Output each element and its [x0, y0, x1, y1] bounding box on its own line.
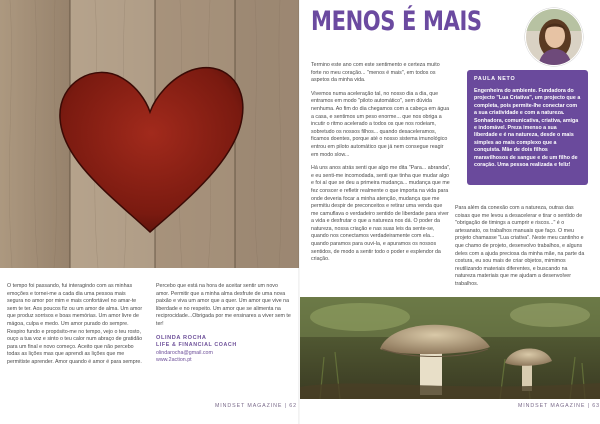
paragraph: Há uns anos atrás senti que algo me dita "Para... abranda", e eu senti-me incomodada, senti que tinha que mudar algo e foi aí que se deu a primeira mudança... mudança que me fez conscer e refletir realmente o que importa na vida para onde deveria focar a minha atenção, mudança que me permitiu despir de preconceitos e retirar uma venda que me camuflava o verdadeiro sentido de liberdade para viver a vida e desfrutar o que a natureza nos dá. O poder da natureza, nossa criação e nas suas leis da sente-se, quando nos conectamos verdadeiramente com ela... quando paramos para ouvi-la, e apuramos os nossos sentidos, de modo a sentir todo o poder e esplendor da criação. [311, 165, 451, 263]
right-column-2 [455, 205, 589, 295]
bio-text: Engenheira do ambiente. Fundadora do projecto "Lua Criativa", um projecto que a completa, pois permite-lhe conectar com a sua criatividade e com a natureza. Sonhadora, comunicativa, criativa, amiga e indomável. Preza imenso a sua liberdade e é na natureza, desde o mais simples ao mais complexo que a conquista. Mãe de dois filhos maravilhosos de sangue e de um filho de coração. Uma pessoa realizada e feliz! [474, 88, 581, 169]
paragraph: O tempo foi passando, fui interagindo com as minhas emoções e tornei-me a cada dia uma pessoa mais segura no amor por mim e mais confortável no amar-te sem te ter. Aos poucos fiz ou um amor de alma. Um amor que produz sorrisos e boas memórias. Um amor livre de mágoa, culpa e medo. Um amor purado do sempre. Respiro fundo e propósito-me no tempo, vejo o teu rosto, ouço a tua voz e sinto o teu calor num abraço de gratidão para um final e novo começo. Aceito que não percebo todas as lições mas que aprendi as lições que me permitiste aprender. Amor quando é amor é para sempre. [7, 283, 143, 365]
left-column-1 [7, 283, 143, 373]
right-column-1 [311, 62, 451, 270]
page-footer-right: MINDSET MAGAZINE | 63 [518, 403, 600, 409]
left-column-2 [156, 283, 292, 365]
author-email-link[interactable]: olindarocha@gmail.com [156, 349, 213, 356]
author-website-link[interactable]: www.2action.pt [156, 357, 192, 364]
article-title: MENOS É MAIS [311, 6, 482, 37]
author-portrait [525, 8, 583, 66]
bio-name: PAULA NETO [474, 76, 516, 82]
wood-heart-photo [0, 0, 299, 268]
author-bio-box [467, 70, 588, 185]
page-footer-left: MINDSET MAGAZINE | 62 [215, 403, 297, 409]
paragraph: Termino este ano com este sentimento e certeza muito forte no meu coração... "menos é mais", em todos os aspetos da minha vida. [311, 62, 440, 84]
paragraph: Para além da conexão com a natureza, outras das coisas que me levou a desacelerar e tirar o sentido de "obrigação de timings a cumprir e riscos..." é o artesanato, os trabalhos manuais que faço. O meu projeto chamasse "Lua criativa". Neste meu cantinho e que chamo de projeto, desenvolvo trabalhos, e alguns deles com a ajuda preciosa da minha mãe, na parte da costura, eu sou mais de criar objetos, mimimos reutilizando materiais diferentes, e buscando na natureza materiais que me ajudam a desenvolver trabalhos. [455, 205, 585, 287]
author-role: LIFE & FINANCIAL COACH [156, 342, 237, 349]
paragraph: Vivemos numa aceleração tal, no nosso dia a dia, que entramos em modo "piloto automático", sem dúvida nenhuma. Ao fim do dia chegamos com a cabeça em água a casa, e sentimos um peso enorme... que nos obriga a incutir o ritmo acelerado a todos os que nos rodeiam, sobretudo os nossos filhos... quando desaceleramos, ficamos doentes, porque até o nosso sistema imunológico entrou em piloto automático que já nem consegue reagir em modo slow... [311, 90, 450, 158]
paragraph: Percebo que está na hora de aceitar sentir um novo amor. Permitir que a minha alma desfrute de uma nova paixão e viva um amor que a quer. Um amor que vive na liberdade e no respeito. Um amor que se alimenta na reciprocidade...Obrigada por me ensinares a viver sem te ter! [156, 283, 291, 327]
author-name: OLINDA ROCHA [156, 334, 207, 341]
mushroom-photo [300, 297, 600, 399]
